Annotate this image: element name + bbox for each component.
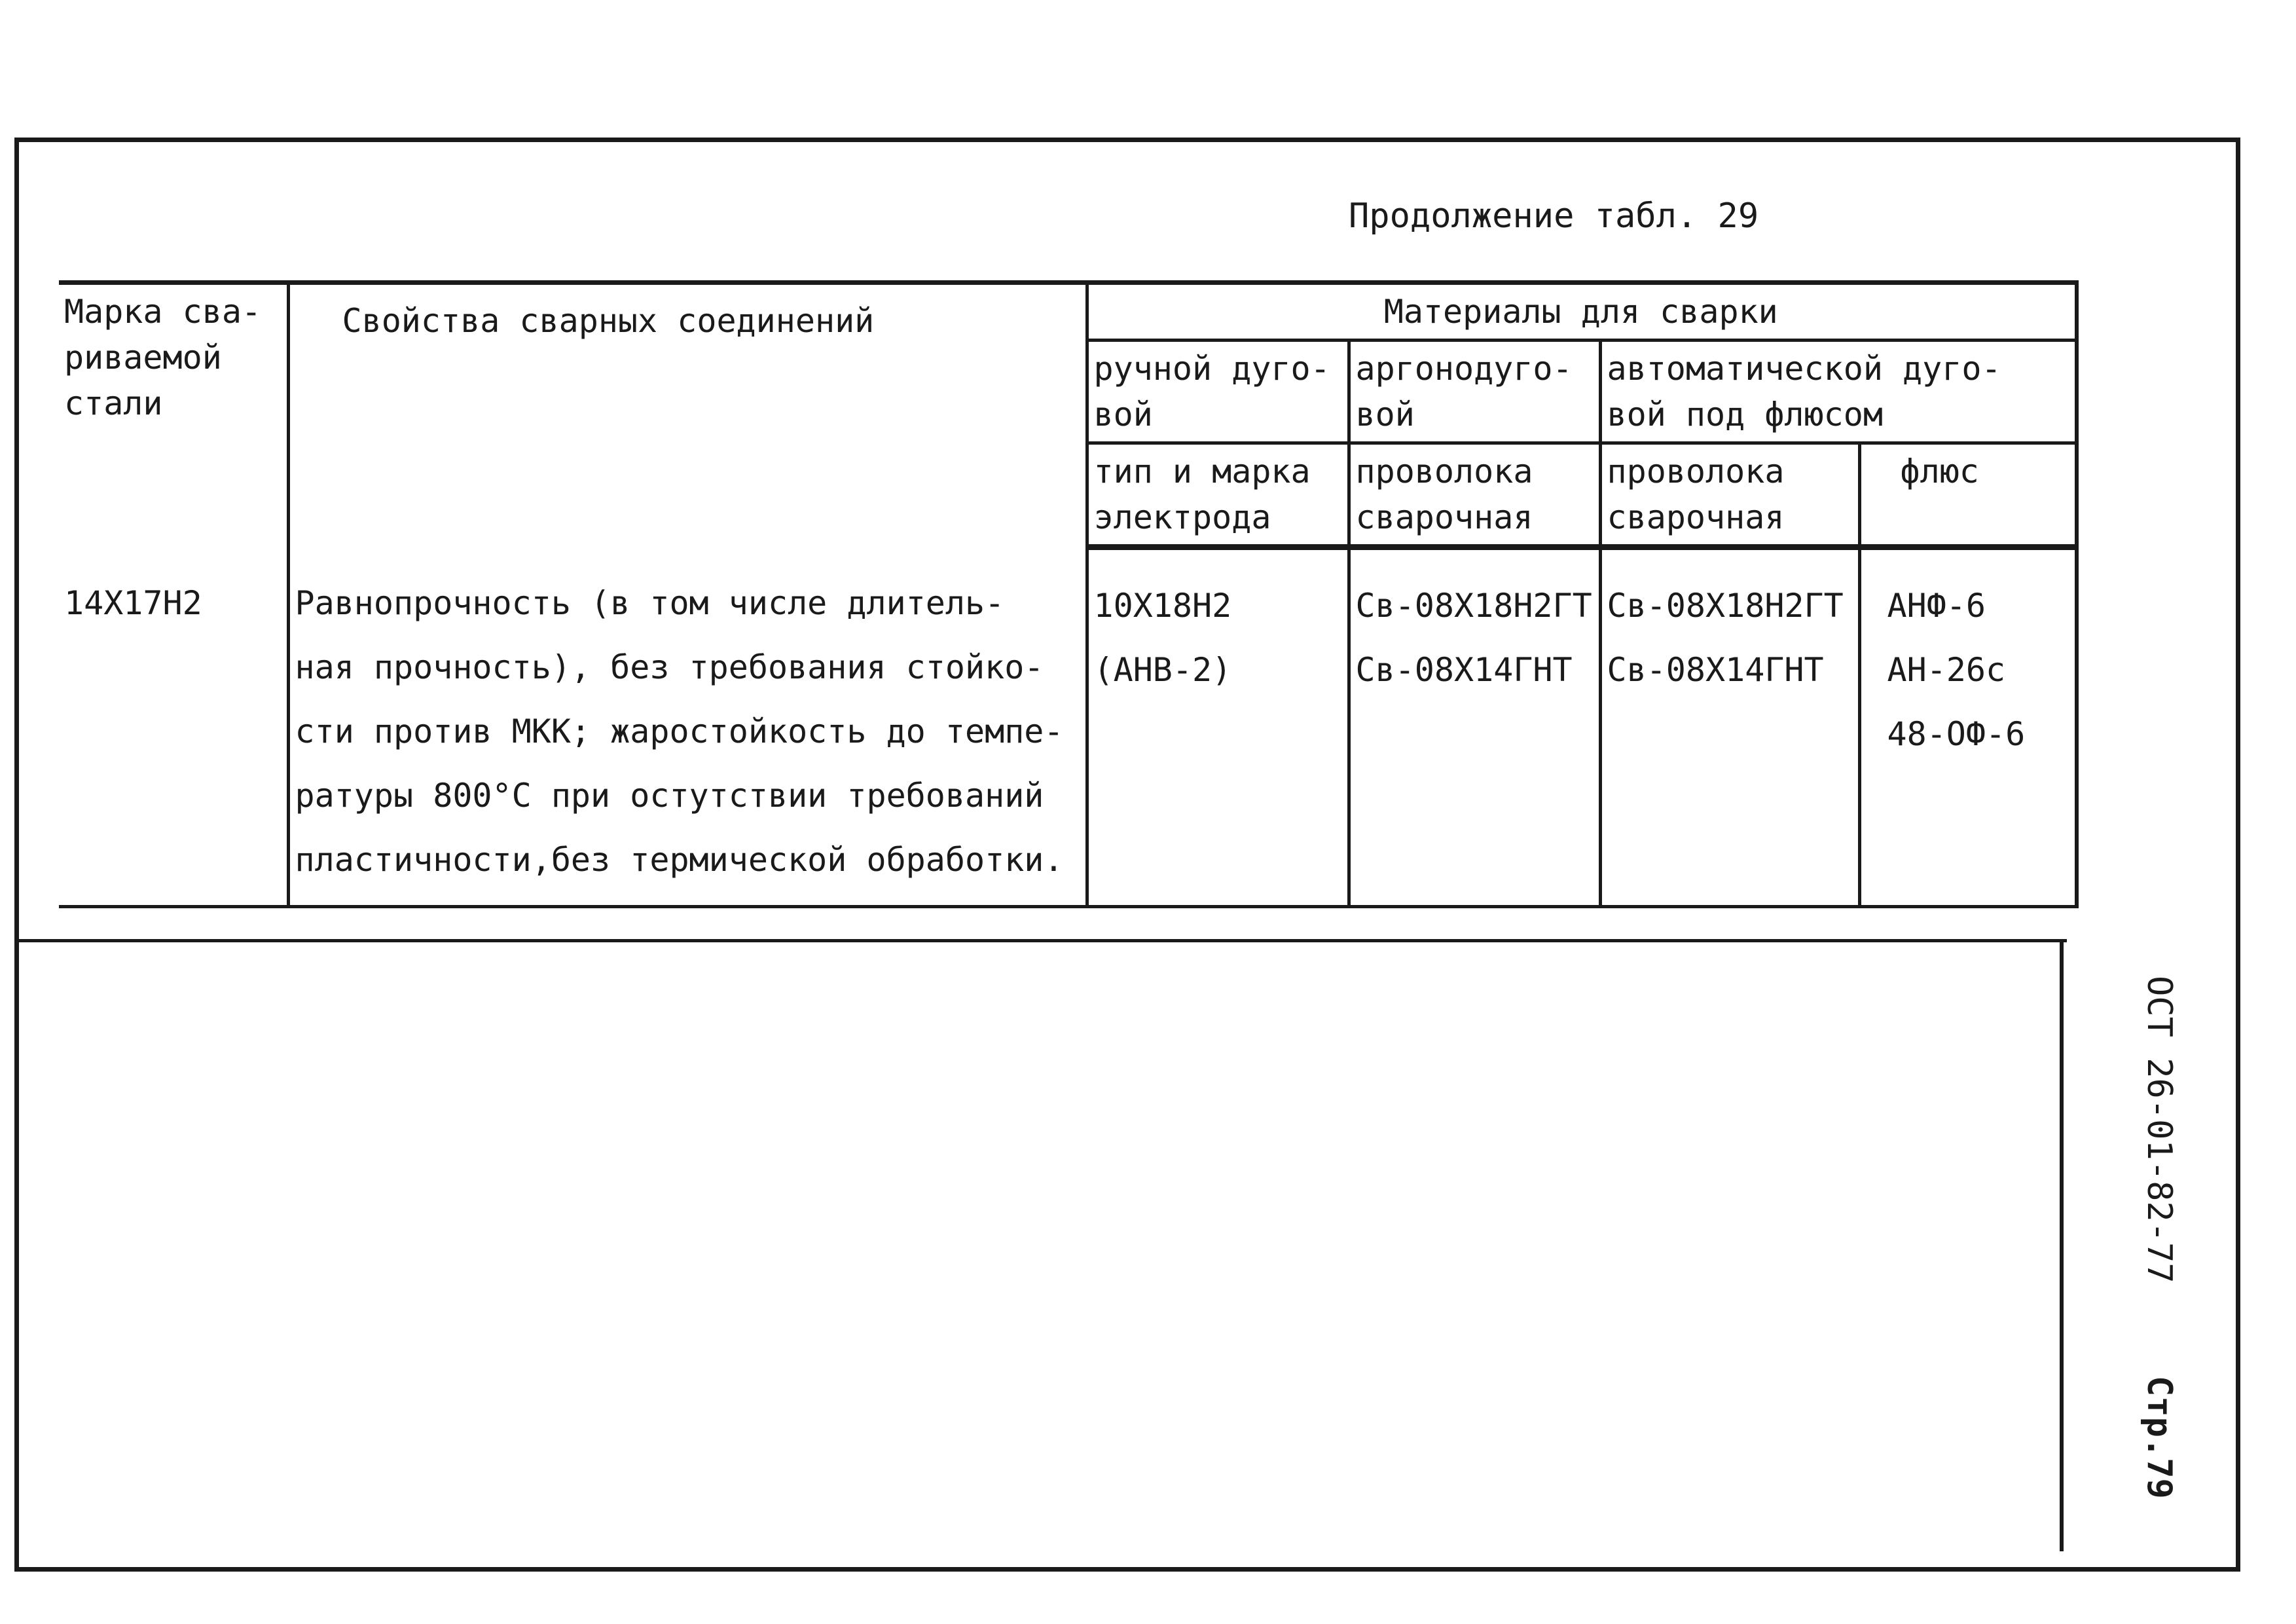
cell-electrode: 10Х18Н2 (АНВ-2) bbox=[1087, 547, 1349, 907]
table-caption: Продолжение табл. 29 bbox=[1349, 196, 1759, 236]
page-number: Стр.79 bbox=[2140, 1375, 2179, 1499]
header-row-1 bbox=[59, 283, 2077, 341]
header-wire-argon: проволока сварочная bbox=[1349, 443, 1600, 547]
side-label bbox=[2140, 976, 2179, 1499]
vertical-divider bbox=[2060, 939, 2064, 1551]
header-argon-arc: аргонодуго- вой bbox=[1349, 341, 1600, 443]
cell-wire-argon: Св-08Х18Н2ГТ Св-08Х14ГНТ bbox=[1349, 547, 1600, 907]
header-electrode: тип и марка электрода bbox=[1087, 443, 1349, 547]
header-steel-grade: Марка сва- риваемой стали bbox=[59, 283, 288, 547]
cell-properties: Равнопрочность (в том числе длитель- ная прочность), без требования стойко- сти против МКК; жаростойкость до темпе- ратуры 800°С при остутствии требований пластичности,без термической обработки. bbox=[288, 547, 1087, 907]
standard-code: ОСТ 26-01-82-77 bbox=[2140, 976, 2179, 1283]
header-manual-arc: ручной дуго- вой bbox=[1087, 341, 1349, 443]
header-properties: Свойства сварных соединений bbox=[288, 283, 1087, 547]
header-flux: флюс bbox=[1859, 443, 2077, 547]
header-auto-flux: автоматической дуго- вой под флюсом bbox=[1600, 341, 2077, 443]
table-row bbox=[59, 547, 2077, 907]
cell-wire-auto: Св-08Х18Н2ГТ Св-08Х14ГНТ bbox=[1600, 547, 1859, 907]
cell-flux: АНФ-6 АН-26с 48-ОФ-6 bbox=[1859, 547, 2077, 907]
header-wire-auto: проволока сварочная bbox=[1600, 443, 1859, 547]
header-materials: Материалы для сварки bbox=[1087, 283, 2077, 341]
horizontal-divider bbox=[14, 939, 2067, 942]
cell-grade: 14Х17Н2 bbox=[59, 547, 288, 907]
welding-materials-table bbox=[59, 280, 2079, 908]
